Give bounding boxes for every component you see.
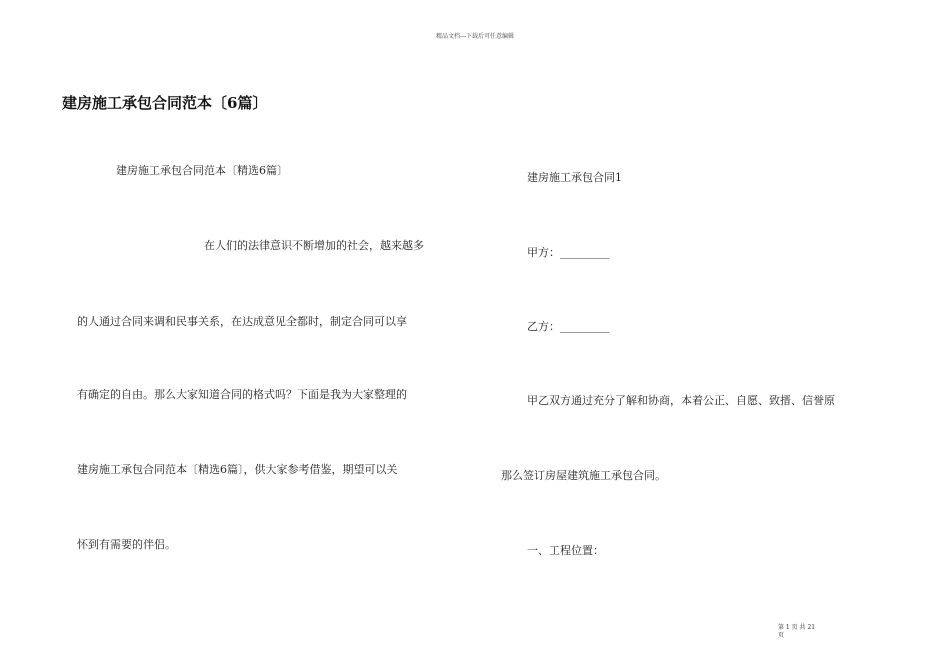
agreement-line-2: 那么签订房屋建筑施工承包合同。 — [501, 469, 666, 482]
contract-heading: 建房施工承包合同1 — [527, 171, 622, 184]
intro-line-3: 有确定的自由。那么大家知道合同的格式吗？下面是我为大家整理的 — [77, 388, 407, 401]
page-number — [778, 624, 815, 640]
document-subtitle: 建房施工承包合同范本〔精选6篇〕 — [116, 164, 288, 177]
page-number-line-1: 第 1 页 共 21 — [778, 624, 816, 631]
intro-line-1: 在人们的法律意识不断增加的社会，越来越多 — [204, 239, 424, 252]
header-note: 精品文档---下载后可任意编辑 — [435, 33, 515, 40]
party-b-line: 乙方：_________ — [527, 320, 610, 333]
intro-line-4: 建房施工承包合同范本〔精选6篇〕，供大家参考借鉴，期望可以关 — [77, 463, 398, 476]
document-title: 建房施工承包合同范本〔6篇〕 — [62, 94, 268, 112]
party-a-line: 甲方：_________ — [527, 246, 610, 259]
page-number-line-2: 页 — [778, 632, 785, 639]
agreement-line-1: 甲乙双方通过充分了解和协商，本着公正、自愿、致搢、信誉原 — [527, 394, 835, 407]
section-1-heading: 一、工程位置： — [527, 544, 604, 557]
intro-line-5: 怀到有需要的伴侣。 — [77, 538, 176, 551]
intro-line-2: 的人通过合同来调和民事关系，在达成意见全都时，制定合同可以享 — [77, 315, 407, 328]
